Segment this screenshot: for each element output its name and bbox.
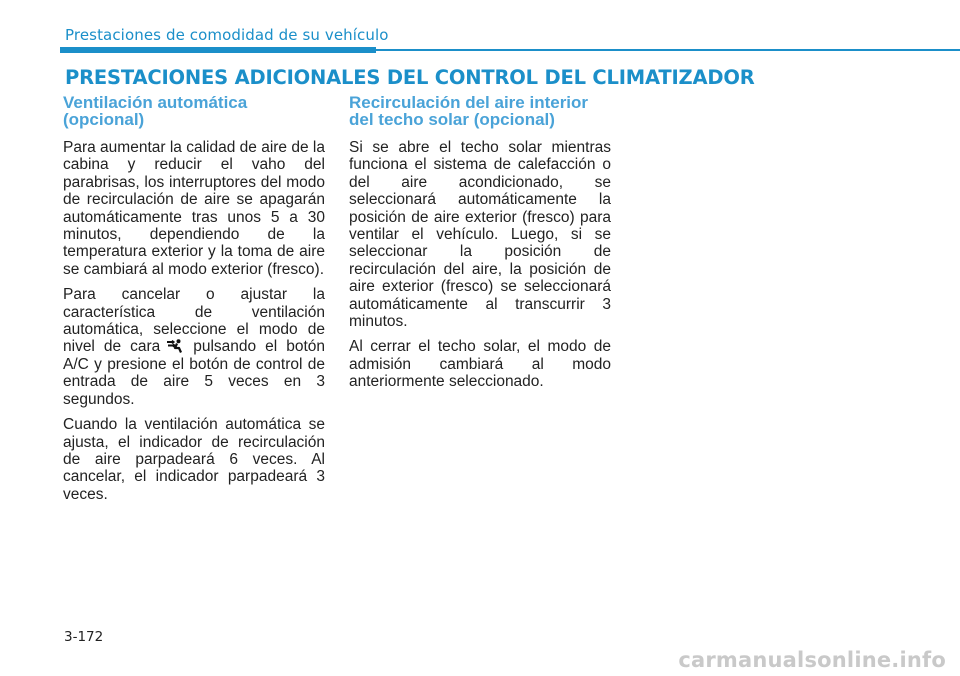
right-column [349,94,611,399]
auto-ventilation-paragraph-2 [63,286,325,408]
left-column [63,94,325,511]
auto-ventilation-paragraph-1: Para aumentar la calidad de aire de la cabina y reducir el vaho del parabrisas, los interruptores del modo de recirculación de aire se apagarán automáticamente tras unos 5 a 30 minutos, dependiendo de la temperatura exterior y la toma de aire se cambiará al modo exterior (fresco). [63,139,325,278]
header-accent-bar [60,47,376,53]
sunroof-recirculation-paragraph-1: Si se abre el techo solar mientras funciona el sistema de calefacción o del aire acondicionado, se seleccionará automáticamente la posición de aire exterior (fresco) para ventilar el vehículo. Luego, si se seleccionar la posición de recirculación del aire, la posición de aire exterior (fresco) se seleccionará automáticamente al transcurrir 3 minutos. [349,139,611,331]
face-level-mode-icon [166,339,184,353]
paragraph-2-text-after-icon: pulsando el botón A/C y presione el botón de control de entrada de aire 5 veces en 3 segundos. [63,338,325,408]
sunroof-recirculation-title: Recirculación del aire interior del techo solar (opcional) [349,93,589,129]
paragraph-2-text-before-icon: Para cancelar o ajustar la característica de ventilación automática, seleccione el modo de nivel de cara [63,286,325,356]
watermark: carmanualsonline.info [678,648,946,672]
section-title: PRESTACIONES ADICIONALES DEL CONTROL DEL CLIMATIZADOR [65,66,755,89]
chapter-title: Prestaciones de comodidad de su vehículo [65,26,389,44]
header-rule [376,49,960,51]
sunroof-recirculation-paragraph-2: Al cerrar el techo solar, el modo de admisión cambiará al modo anteriormente seleccionado. [349,338,611,391]
auto-ventilation-title: Ventilación automática (opcional) [63,93,248,129]
auto-ventilation-paragraph-3: Cuando la ventilación automática se ajusta, el indicador de recirculación de aire parpadeará 6 veces. Al cancelar, el indicador parpadeará 3 veces. [63,416,325,503]
page-number: 3-172 [64,629,104,645]
